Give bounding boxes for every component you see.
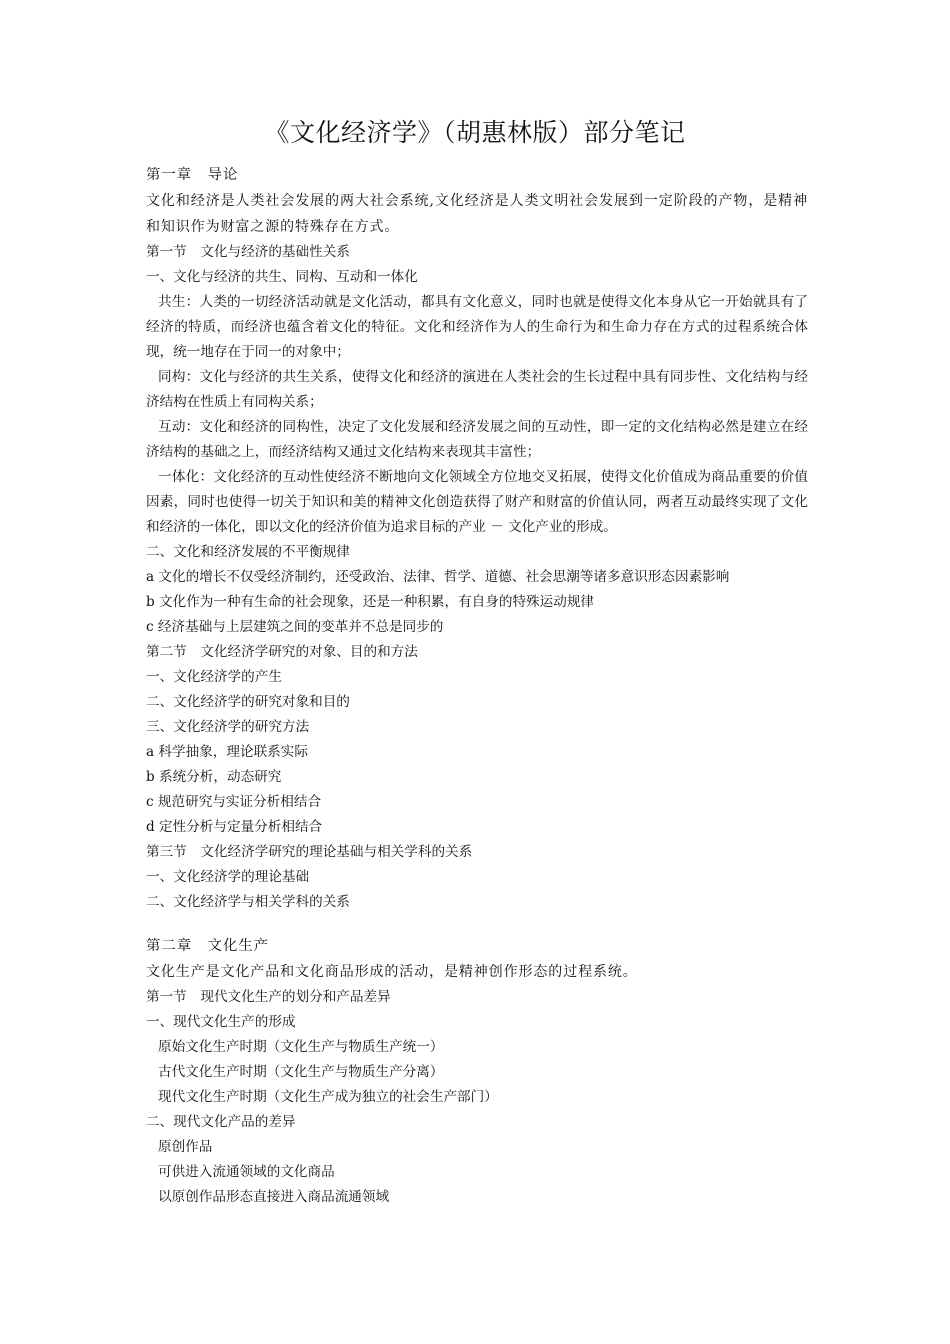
- list-item: b 文化作为一种有生命的社会现象，还是一种积累，有自身的特殊运动规律: [146, 594, 595, 610]
- chapter-2-item-1: 一、现代文化生产的形成: [146, 1014, 296, 1030]
- paragraph-tonggou: 同构：文化与经济的共生关系，使得文化和经济的演进在人类社会的生长过程中具有同步性、文化结构与经济结构在性质上有同构关系；: [146, 369, 808, 410]
- list-item: c 经济基础与上层建筑之间的变革并不总是同步的: [146, 619, 444, 635]
- list-item: a 文化的增长不仅受经济制约，还受政治、法律、哲学、道德、社会思潮等诸多意识形态因素影响: [146, 569, 730, 585]
- paragraph-gongsheng: 共生：人类的一切经济活动就是文化活动，都具有文化意义，同时也就是使得文化本身从它一开始就具有了经济的特质，而经济也蕴含着文化的特征。文化和经济作为人的生命行为和生命力存在方式的过程系统合体现，统一地存在于同一的对象中；: [146, 294, 808, 360]
- chapter-1-section-3: 第三节 文化经济学研究的理论基础与相关学科的关系: [146, 844, 473, 860]
- section-1-item-1: 一、文化与经济的共生、同构、互动和一体化: [146, 269, 418, 285]
- list-item: a 科学抽象，理论联系实际: [146, 744, 308, 760]
- list-item: c 规范研究与实证分析相结合: [146, 794, 322, 810]
- section-3-item-2: 二、文化经济学与相关学科的关系: [146, 894, 350, 910]
- chapter-1-section-1: 第一节 文化与经济的基础性关系: [146, 244, 350, 260]
- document-body: [146, 162, 808, 1210]
- paragraph-yitihua: 一体化：文化经济的互动性使经济不断地向文化领域全方位地交叉拓展，使得文化价值成为商品重要的价值因素，同时也使得一切关于知识和美的精神文化创造获得了财产和财富的价值认同，两者互动最终实现了文化和经济的一体化，即以文化的经济价值为追求目标的产业 － 文化产业的形成。: [146, 469, 808, 535]
- document-title: 《文化经济学》（胡惠林版）部分笔记: [264, 118, 686, 147]
- chapter-1-section-2: 第二节 文化经济学研究的对象、目的和方法: [146, 644, 418, 660]
- list-item: 古代文化生产时期（文化生产与物质生产分离）: [158, 1064, 444, 1080]
- paragraph-hudong: 互动：文化和经济的同构性，决定了文化发展和经济发展之间的互动性，即一定的文化结构必然是建立在经济结构的基础之上，而经济结构又通过文化结构来表现其丰富性；: [146, 419, 808, 460]
- list-item: 原创作品: [158, 1139, 213, 1155]
- chapter-2-item-2: 二、现代文化产品的差异: [146, 1114, 296, 1130]
- list-item: 现代文化生产时期（文化生产成为独立的社会生产部门）: [158, 1089, 498, 1105]
- section-2-item-2: 二、文化经济学的研究对象和目的: [146, 694, 350, 710]
- chapter-2-summary: 文化生产是文化产品和文化商品形成的活动，是精神创作形态的过程系统。: [146, 964, 638, 980]
- chapter-spacer: [146, 915, 808, 933]
- section-2-item-1: 一、文化经济学的产生: [146, 669, 282, 685]
- chapter-1-heading: 第一章 导论: [146, 167, 239, 183]
- chapter-2-heading: 第二章 文化生产: [146, 938, 270, 954]
- list-item: 可供进入流通领域的文化商品: [158, 1164, 335, 1180]
- section-1-item-2: 二、文化和经济发展的不平衡规律: [146, 544, 350, 560]
- chapter-1-summary: 文化和经济是人类社会发展的两大社会系统,文化经济是人类文明社会发展到一定阶段的产物，是精神和知识作为财富之源的特殊存在方式。: [146, 193, 808, 235]
- list-item: 以原创作品形态直接进入商品流通领域: [158, 1189, 390, 1205]
- chapter-2-section-1: 第一节 现代文化生产的划分和产品差异: [146, 989, 391, 1005]
- section-3-item-1: 一、文化经济学的理论基础: [146, 869, 310, 885]
- section-2-item-3: 三、文化经济学的研究方法: [146, 719, 310, 735]
- list-item: d 定性分析与定量分析相结合: [146, 819, 323, 835]
- list-item: b 系统分析，动态研究: [146, 769, 282, 785]
- list-item: 原始文化生产时期（文化生产与物质生产统一）: [158, 1039, 444, 1055]
